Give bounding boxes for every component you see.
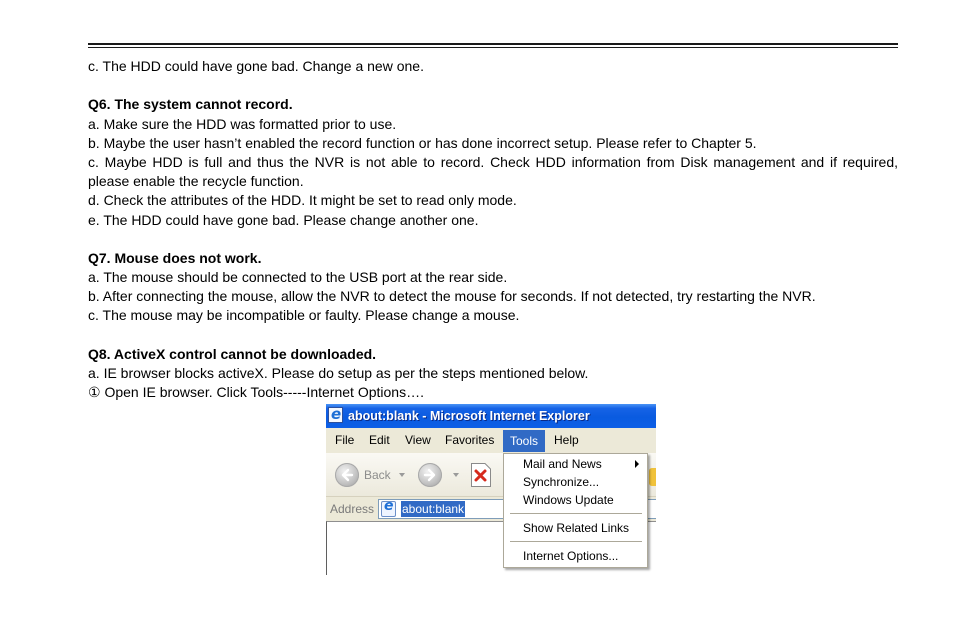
list-item: a. The mouse should be connected to the USB port at the rear side. bbox=[88, 269, 508, 286]
menu-item-windows-update: Windows Update bbox=[523, 493, 614, 507]
address-label: Address bbox=[330, 502, 375, 516]
tools-dropdown-menu bbox=[503, 453, 648, 568]
section-q8 bbox=[88, 345, 898, 403]
back-label: Back bbox=[364, 468, 391, 482]
document-body bbox=[88, 57, 898, 402]
menu-item-mail-and-news bbox=[504, 455, 647, 473]
section-title: Q7. Mouse does not work. bbox=[88, 249, 262, 266]
back-arrow-icon bbox=[335, 463, 359, 487]
header-rule-thin bbox=[88, 47, 898, 48]
header-rule-thick bbox=[88, 43, 898, 45]
dropdown-arrow-icon bbox=[453, 473, 459, 477]
window-titlebar bbox=[326, 404, 656, 428]
menu-separator bbox=[504, 537, 647, 547]
section-title: Q8. ActiveX control cannot be downloaded. bbox=[88, 345, 377, 362]
window-title: about:blank - Microsoft Internet Explorer bbox=[348, 409, 590, 423]
menu-separator bbox=[504, 509, 647, 519]
dropdown-arrow-icon bbox=[399, 473, 405, 477]
list-item: c. Maybe HDD is full and thus the NVR is not able to record. Check HDD information from Disk management and if required, bbox=[88, 153, 898, 170]
favorites-icon bbox=[649, 468, 656, 486]
ie-icon bbox=[328, 407, 343, 423]
list-item: e. The HDD could have gone bad. Please change another one. bbox=[88, 211, 479, 228]
menu-file: File bbox=[335, 433, 355, 447]
list-item: a. Make sure the HDD was formatted prior to use. bbox=[88, 115, 397, 132]
menu-help: Help bbox=[554, 433, 579, 447]
ie-screenshot-figure bbox=[326, 404, 656, 575]
step-item: ① Open IE browser. Click Tools-----Internet Options…. bbox=[88, 384, 424, 401]
submenu-arrow-icon bbox=[635, 460, 639, 468]
intro-line: c. The HDD could have gone bad. Change a new one. bbox=[88, 58, 424, 74]
menu-bar bbox=[326, 428, 656, 453]
section-q7 bbox=[88, 249, 898, 326]
menu-item-synchronize: Synchronize... bbox=[523, 475, 600, 489]
menu-item-internet-options: Internet Options... bbox=[523, 549, 619, 563]
address-value: about:blank bbox=[402, 502, 465, 516]
page-icon bbox=[381, 501, 396, 517]
list-item: b. After connecting the mouse, allow the NVR to detect the mouse for seconds. If not detected, try restarting the NVR. bbox=[88, 288, 816, 305]
list-item-continuation: please enable the recycle function. bbox=[88, 173, 304, 190]
menu-item-show-related-links: Show Related Links bbox=[523, 521, 630, 535]
list-item: d. Check the attributes of the HDD. It might be set to read only mode. bbox=[88, 192, 517, 209]
section-title: Q6. The system cannot record. bbox=[88, 96, 293, 113]
menu-item-label: Mail and News bbox=[523, 457, 602, 471]
list-item: a. IE browser blocks activeX. Please do setup as per the steps mentioned below. bbox=[88, 365, 589, 381]
forward-arrow-icon bbox=[418, 463, 442, 487]
stop-icon bbox=[470, 462, 492, 491]
section-q6 bbox=[88, 95, 898, 229]
menu-tools: Tools bbox=[503, 430, 545, 452]
menu-favorites: Favorites bbox=[445, 433, 495, 447]
menu-view: View bbox=[405, 433, 431, 447]
list-item: c. The mouse may be incompatible or faulty. Please change a mouse. bbox=[88, 307, 520, 324]
list-item: b. Maybe the user hasn’t enabled the record function or has done incorrect setup. Please refer to Chapter 5. bbox=[88, 134, 757, 151]
menu-edit: Edit bbox=[369, 433, 390, 447]
